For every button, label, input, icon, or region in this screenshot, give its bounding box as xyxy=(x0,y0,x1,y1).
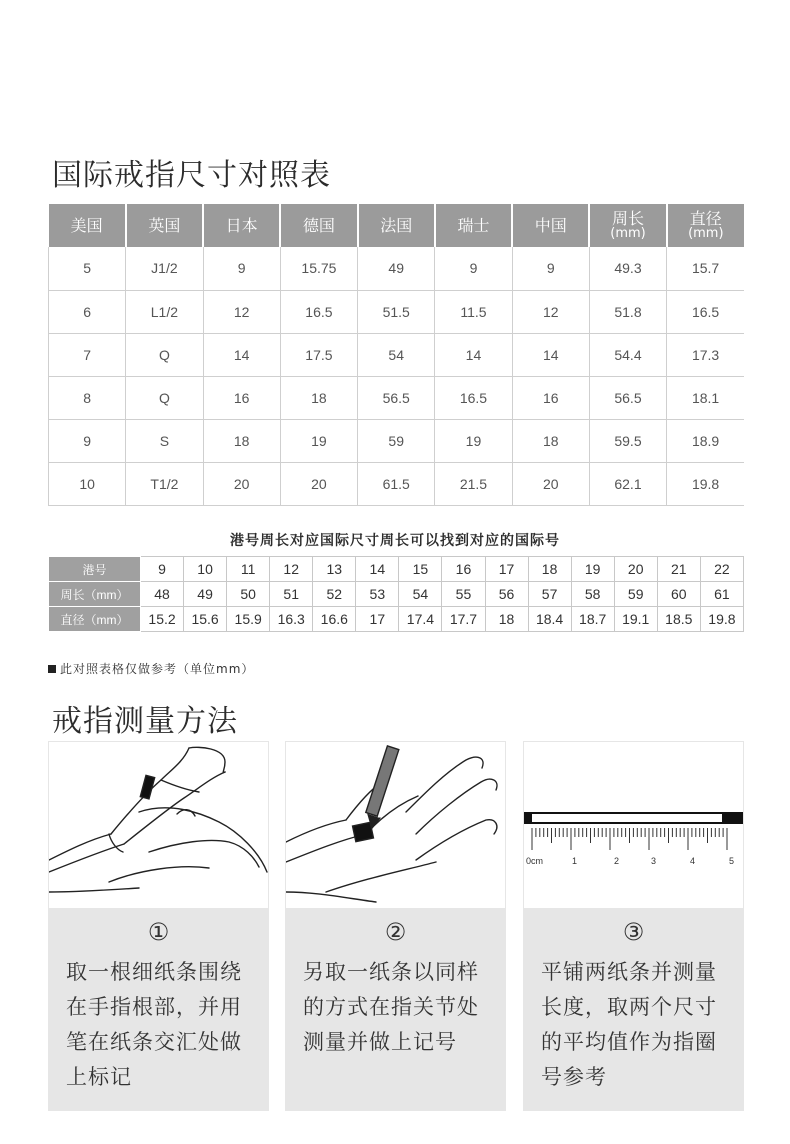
table-cell: 59.5 xyxy=(589,419,666,462)
table-cell: 16 xyxy=(203,376,280,419)
table-cell: 12 xyxy=(512,290,589,333)
ruler-label: 5 xyxy=(729,856,735,866)
size-table-header-row xyxy=(49,204,745,247)
hk-table-cell: 53 xyxy=(356,582,399,607)
table-cell: 19 xyxy=(280,419,357,462)
step-2-line: 测量并做上记号 xyxy=(303,1030,457,1054)
table-cell: 51.8 xyxy=(589,290,666,333)
table-row xyxy=(49,333,745,376)
hk-table-cell: 16.3 xyxy=(270,607,313,632)
table-cell: 49 xyxy=(358,247,435,290)
hk-table-title: 港号周长对应国际尺寸周长可以找到对应的国际号 xyxy=(230,533,560,549)
table-cell: 59 xyxy=(358,419,435,462)
hk-table-cell: 16 xyxy=(442,557,485,582)
step-text-2 xyxy=(303,955,493,1060)
ruler-illustration xyxy=(524,742,743,908)
hk-table-cell: 48 xyxy=(141,582,184,607)
step-3-line: 长度，取两个尺寸 xyxy=(541,995,717,1019)
table-cell: 9 xyxy=(435,247,512,290)
ruler-label: 1 xyxy=(572,856,578,866)
table-cell: 20 xyxy=(280,462,357,505)
table-cell: 8 xyxy=(49,376,126,419)
hk-table-cell: 18.7 xyxy=(571,607,614,632)
hk-table-cell: 51 xyxy=(270,582,313,607)
size-table-header-cell xyxy=(667,204,744,247)
hk-table-cell: 52 xyxy=(313,582,356,607)
hk-table-cell: 22 xyxy=(700,557,743,582)
step-card-2 xyxy=(285,741,506,1111)
paper-strip-gap xyxy=(532,814,722,822)
ruler-label: 2 xyxy=(614,856,620,866)
table-cell: 5 xyxy=(49,247,126,290)
size-table-header-cell xyxy=(49,204,126,247)
hk-table-cell: 18.5 xyxy=(657,607,700,632)
hk-table-cell: 15.6 xyxy=(184,607,227,632)
hk-table-cell: 59 xyxy=(614,582,657,607)
hk-table-cell: 57 xyxy=(528,582,571,607)
step-2-line: 的方式在指关节处 xyxy=(303,995,479,1019)
table-row xyxy=(49,419,745,462)
table-cell: 61.5 xyxy=(358,462,435,505)
hk-table-cell: 60 xyxy=(657,582,700,607)
table-cell: 15.75 xyxy=(280,247,357,290)
table-row xyxy=(49,290,745,333)
table-cell: 18.1 xyxy=(667,376,744,419)
hk-table-cell: 10 xyxy=(184,557,227,582)
method-title: 戒指测量方法 xyxy=(52,704,238,739)
table-cell: 18.9 xyxy=(667,419,744,462)
step-3-line: 号参考 xyxy=(541,1065,607,1089)
hk-table-cell: 15.2 xyxy=(141,607,184,632)
pen-mark-illustration xyxy=(286,742,505,908)
table-cell: 14 xyxy=(435,333,512,376)
table-cell: 7 xyxy=(49,333,126,376)
header-unit: (mm) xyxy=(688,225,724,241)
header-label: 美国 xyxy=(70,215,103,235)
header-label: 英国 xyxy=(148,215,181,235)
hk-table-cell: 49 xyxy=(184,582,227,607)
hk-table-cell: 61 xyxy=(700,582,743,607)
table-cell: S xyxy=(126,419,203,462)
size-table-header-cell xyxy=(358,204,435,247)
hk-table-cell: 54 xyxy=(399,582,442,607)
step-1-line: 上标记 xyxy=(66,1065,132,1089)
table-cell: L1/2 xyxy=(126,290,203,333)
size-table-header-cell xyxy=(435,204,512,247)
step-number-3: ③ xyxy=(622,918,645,946)
hk-table-cell: 16.6 xyxy=(313,607,356,632)
size-table-header-cell xyxy=(589,204,666,247)
hk-table-cell: 18 xyxy=(485,607,528,632)
hk-table-cell: 18.4 xyxy=(528,607,571,632)
hk-table-cell: 21 xyxy=(657,557,700,582)
table-cell: 15.7 xyxy=(667,247,744,290)
hk-table-row xyxy=(49,607,744,632)
table-cell: 9 xyxy=(203,247,280,290)
hk-table-cell: 19.1 xyxy=(614,607,657,632)
table-cell: 51.5 xyxy=(358,290,435,333)
table-cell: 18 xyxy=(512,419,589,462)
size-table-header-cell xyxy=(512,204,589,247)
step-2-line: 另取一纸条以同样 xyxy=(303,960,479,984)
note xyxy=(48,660,254,677)
hk-row-header: 港号 xyxy=(49,557,141,582)
table-cell: 16.5 xyxy=(667,290,744,333)
table-cell: 9 xyxy=(49,419,126,462)
hk-table-cell: 11 xyxy=(227,557,270,582)
table-cell: 19.8 xyxy=(667,462,744,505)
table-cell: 62.1 xyxy=(589,462,666,505)
hk-table-cell: 55 xyxy=(442,582,485,607)
size-table xyxy=(48,204,744,506)
table-cell: 16.5 xyxy=(280,290,357,333)
table-cell: 18 xyxy=(280,376,357,419)
hk-table-cell: 17 xyxy=(356,607,399,632)
hk-table-cell: 13 xyxy=(313,557,356,582)
table-cell: J1/2 xyxy=(126,247,203,290)
table-cell: 56.5 xyxy=(589,376,666,419)
table-cell: 19 xyxy=(435,419,512,462)
table-cell: 10 xyxy=(49,462,126,505)
hk-table-cell: 19.8 xyxy=(700,607,743,632)
header-label: 法国 xyxy=(380,215,413,235)
square-bullet-icon xyxy=(48,665,56,673)
hk-row-header: 直径（mm） xyxy=(49,607,141,632)
hk-table-cell: 19 xyxy=(571,557,614,582)
table-cell: Q xyxy=(126,333,203,376)
ruler-label: 3 xyxy=(651,856,657,866)
hk-table-cell: 56 xyxy=(485,582,528,607)
table-cell: 11.5 xyxy=(435,290,512,333)
header-label: 周长 xyxy=(611,208,644,228)
table-cell: 18 xyxy=(203,419,280,462)
header-label: 直径 xyxy=(689,208,722,228)
table-cell: 9 xyxy=(512,247,589,290)
hk-table-cell: 20 xyxy=(614,557,657,582)
note-text: 此对照表格仅做参考（单位mm） xyxy=(60,662,255,676)
hk-table-cell: 18 xyxy=(528,557,571,582)
hk-table-cell: 17.7 xyxy=(442,607,485,632)
hk-table-row xyxy=(49,582,744,607)
step-number-1: ① xyxy=(147,918,170,946)
ruler-label: 0cm xyxy=(526,856,544,866)
step-3-line: 平铺两纸条并测量 xyxy=(541,960,717,984)
step-1-line: 笔在纸条交汇处做 xyxy=(66,1030,242,1054)
hk-table-cell: 15 xyxy=(399,557,442,582)
table-cell: 6 xyxy=(49,290,126,333)
table-cell: 14 xyxy=(512,333,589,376)
hk-table-cell: 14 xyxy=(356,557,399,582)
hk-table-cell: 9 xyxy=(141,557,184,582)
step-number-2: ② xyxy=(384,918,407,946)
table-cell: 20 xyxy=(203,462,280,505)
table-row xyxy=(49,247,745,290)
step-1-line: 取一根细纸条围绕 xyxy=(66,960,242,984)
step-1-line: 在手指根部，并用 xyxy=(66,995,242,1019)
table-cell: 16 xyxy=(512,376,589,419)
table-cell: 21.5 xyxy=(435,462,512,505)
header-label: 德国 xyxy=(302,215,335,235)
header-label: 中国 xyxy=(534,215,567,235)
table-cell: 12 xyxy=(203,290,280,333)
table-cell: Q xyxy=(126,376,203,419)
table-cell: 17.3 xyxy=(667,333,744,376)
table-cell: T1/2 xyxy=(126,462,203,505)
hk-table-cell: 58 xyxy=(571,582,614,607)
step-card-3 xyxy=(523,741,744,1111)
size-table-header-cell xyxy=(203,204,280,247)
step-text-3 xyxy=(541,955,731,1095)
table-cell: 16.5 xyxy=(435,376,512,419)
hk-table-cell: 17 xyxy=(485,557,528,582)
header-unit: (mm) xyxy=(610,225,646,241)
chart-title: 国际戒指尺寸对照表 xyxy=(52,158,331,193)
step-card-1 xyxy=(48,741,269,1111)
hk-row-header: 周长（mm） xyxy=(49,582,141,607)
table-cell: 14 xyxy=(203,333,280,376)
hk-table-cell: 15.9 xyxy=(227,607,270,632)
table-cell: 20 xyxy=(512,462,589,505)
hk-size-table xyxy=(48,556,744,632)
table-row xyxy=(49,376,745,419)
hk-table-cell: 50 xyxy=(227,582,270,607)
size-table-header-cell xyxy=(126,204,203,247)
header-label: 瑞士 xyxy=(457,215,490,235)
step-3-line: 的平均值作为指圈 xyxy=(541,1030,717,1054)
step-text-1 xyxy=(66,955,256,1095)
hk-table-cell: 17.4 xyxy=(399,607,442,632)
hand-wrap-illustration xyxy=(49,742,268,908)
table-cell: 54 xyxy=(358,333,435,376)
table-cell: 49.3 xyxy=(589,247,666,290)
table-cell: 56.5 xyxy=(358,376,435,419)
hk-table-row xyxy=(49,557,744,582)
size-table-header-cell xyxy=(280,204,357,247)
ruler-label: 4 xyxy=(690,856,696,866)
table-cell: 54.4 xyxy=(589,333,666,376)
table-row xyxy=(49,462,745,505)
hk-table-cell: 12 xyxy=(270,557,313,582)
table-cell: 17.5 xyxy=(280,333,357,376)
header-label: 日本 xyxy=(225,215,258,235)
